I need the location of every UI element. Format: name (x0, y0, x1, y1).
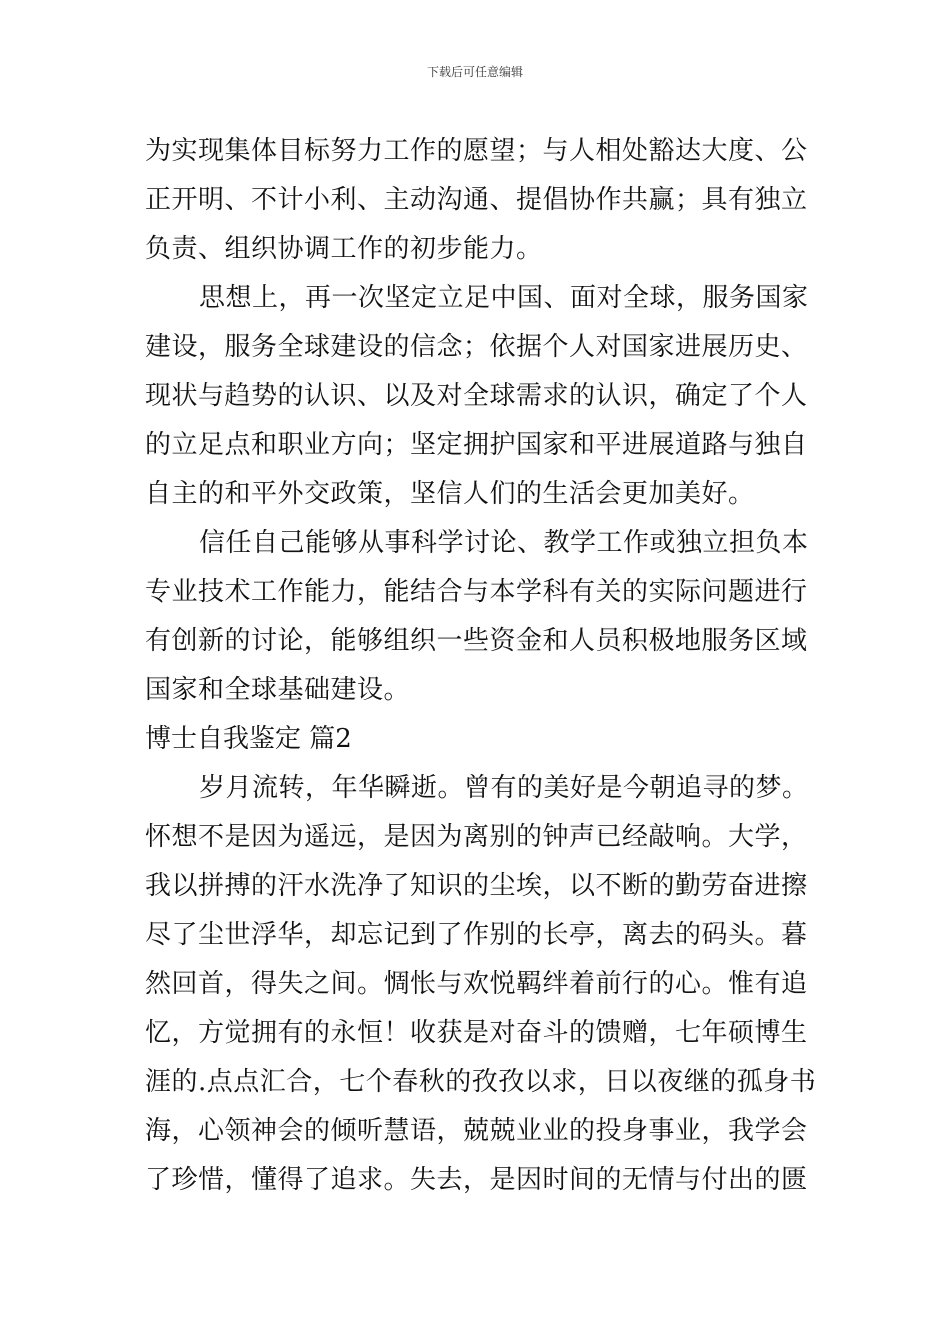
text-line: 然回首，得失之间。惆怅与欢悦羁绊着前行的心。惟有追 (145, 969, 808, 999)
text-line: 正开明、不计小利、主动沟通、提倡协作共赢；具有独立 (145, 185, 808, 215)
paragraph-2 (145, 274, 815, 519)
section-heading: 博士自我鉴定 篇2 (145, 724, 352, 754)
text-line: 思想上，再一次坚定立足中国、面对全球，服务国家 (199, 283, 809, 313)
text-line: 岁月流转，年华瞬逝。曾有的美好是今朝追寻的梦。 (199, 773, 809, 803)
text-line: 建设，服务全球建设的信念；依据个人对国家进展历史、 (145, 332, 808, 362)
paragraph-4 (145, 764, 815, 1205)
text-line: 我以拼搏的汗水洗净了知识的尘埃，以不断的勤劳奋进擦 (145, 871, 808, 901)
text-line: 忆，方觉拥有的永恒！收获是对奋斗的馈赠，七年硕博生 (145, 1018, 808, 1048)
text-line: 怀想不是因为遥远，是因为离别的钟声已经敲响。大学， (145, 822, 808, 852)
text-line: 信任自己能够从事科学讨论、教学工作或独立担负本 (199, 528, 809, 558)
text-line: 海，心领神会的倾听慧语，兢兢业业的投身事业，我学会 (145, 1116, 808, 1146)
text-line: 涯的.点点汇合，七个春秋的孜孜以求，日以夜继的孤身书 (145, 1067, 817, 1097)
paragraph-1 (145, 127, 815, 274)
text-line: 的立足点和职业方向；坚定拥护国家和平进展道路与独自 (145, 430, 808, 460)
text-line: 尽了尘世浮华，却忘记到了作别的长亭，离去的码头。暮 (145, 920, 808, 950)
text-line: 负责、组织协调工作的初步能力。 (145, 234, 543, 264)
text-line: 专业技术工作能力，能结合与本学科有关的实际问题进行 (145, 577, 808, 607)
document-body (145, 127, 815, 1205)
text-line: 了珍惜，懂得了追求。失去，是因时间的无情与付出的匮 (145, 1165, 808, 1195)
text-line: 为实现集体目标努力工作的愿望；与人相处豁达大度、公 (145, 136, 808, 166)
text-line: 国家和全球基础建设。 (145, 675, 411, 705)
text-line: 有创新的讨论，能够组织一些资金和人员积极地服务区域 (145, 626, 808, 656)
page-header: 下载后可任意编辑 (426, 65, 523, 79)
text-line: 自主的和平外交政策，坚信人们的生活会更加美好。 (145, 479, 755, 509)
paragraph-3 (145, 519, 815, 715)
text-line: 现状与趋势的认识、以及对全球需求的认识，确定了个人 (145, 381, 808, 411)
